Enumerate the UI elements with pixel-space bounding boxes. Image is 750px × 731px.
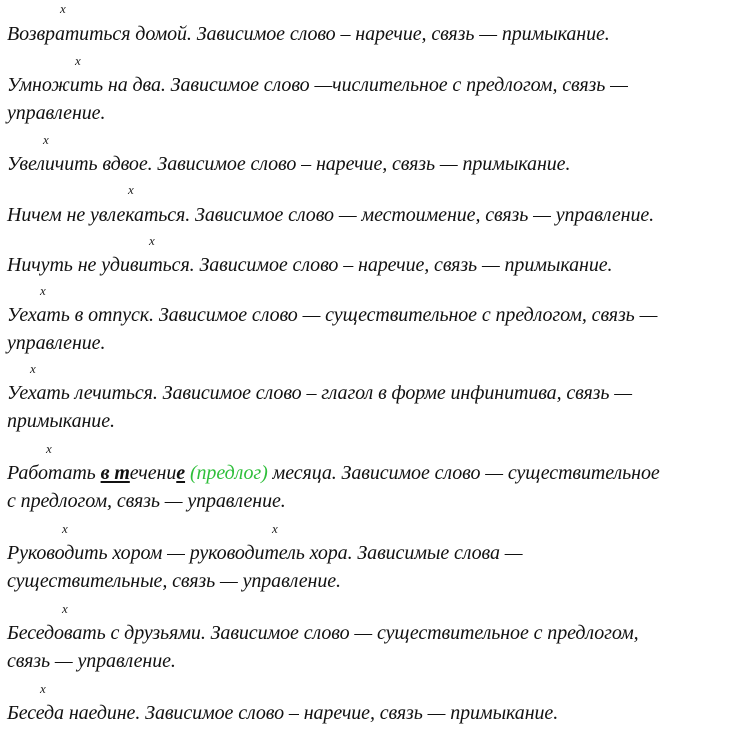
phrase-line: Возвратиться домой. Зависимое слово – наречие, связь — примыкание.: [7, 23, 610, 45]
phrase-line: примыкание.: [7, 410, 115, 432]
main-word-marker: x: [62, 521, 68, 536]
preposition-annotation: (предлог): [189, 462, 268, 484]
phrase-line: [7, 461, 660, 485]
phrase-line: Ничем не увлекаться. Зависимое слово — местоимение, связь — управление.: [7, 204, 655, 226]
phrase-line: Руководить хором — руководитель хора. Зависимые слова —: [7, 542, 523, 564]
main-word-marker: x: [46, 441, 52, 456]
main-word-marker: x: [62, 601, 68, 616]
phrase-line: управление.: [7, 332, 106, 354]
highlighted-ending: е: [176, 462, 186, 484]
phrase-line: с предлогом, связь — управление.: [7, 490, 286, 512]
phrase-line: Ничуть не удивиться. Зависимое слово – наречие, связь — примыкание.: [7, 254, 613, 276]
main-word-marker: x: [149, 233, 155, 248]
phrase-line: Беседовать с друзьями. Зависимое слово — существительное с предлогом,: [7, 622, 639, 644]
phrase-line: Увеличить вдвое. Зависимое слово – наречие, связь — примыкание.: [7, 153, 571, 175]
main-word-marker: x: [60, 1, 66, 16]
phrase-line: Беседа наедине. Зависимое слово – наречие, связь — примыкание.: [7, 702, 559, 724]
phrase-line: существительные, связь — управление.: [7, 570, 341, 592]
phrase-text: ечени: [129, 462, 177, 484]
main-word-marker: x: [40, 283, 46, 298]
phrase-line: связь — управление.: [7, 650, 176, 672]
phrase-text: месяца. Зависимое слово — существительное: [267, 462, 660, 484]
main-word-marker: x: [128, 182, 134, 197]
main-word-marker: x: [272, 521, 278, 536]
main-word-marker: x: [40, 681, 46, 696]
phrase-line: Уехать лечиться. Зависимое слово – глагол в форме инфинитива, связь —: [7, 382, 632, 404]
main-word-marker: x: [75, 53, 81, 68]
phrase-text: Работать: [7, 462, 101, 484]
main-word-marker: x: [43, 132, 49, 147]
main-word-marker: x: [30, 361, 36, 376]
highlighted-preposition: в т: [100, 462, 130, 484]
phrase-line: Умножить на два. Зависимое слово —числительное с предлогом, связь —: [7, 74, 628, 96]
phrase-line: управление.: [7, 102, 106, 124]
phrase-line: Уехать в отпуск. Зависимое слово — существительное с предлогом, связь —: [7, 304, 658, 326]
